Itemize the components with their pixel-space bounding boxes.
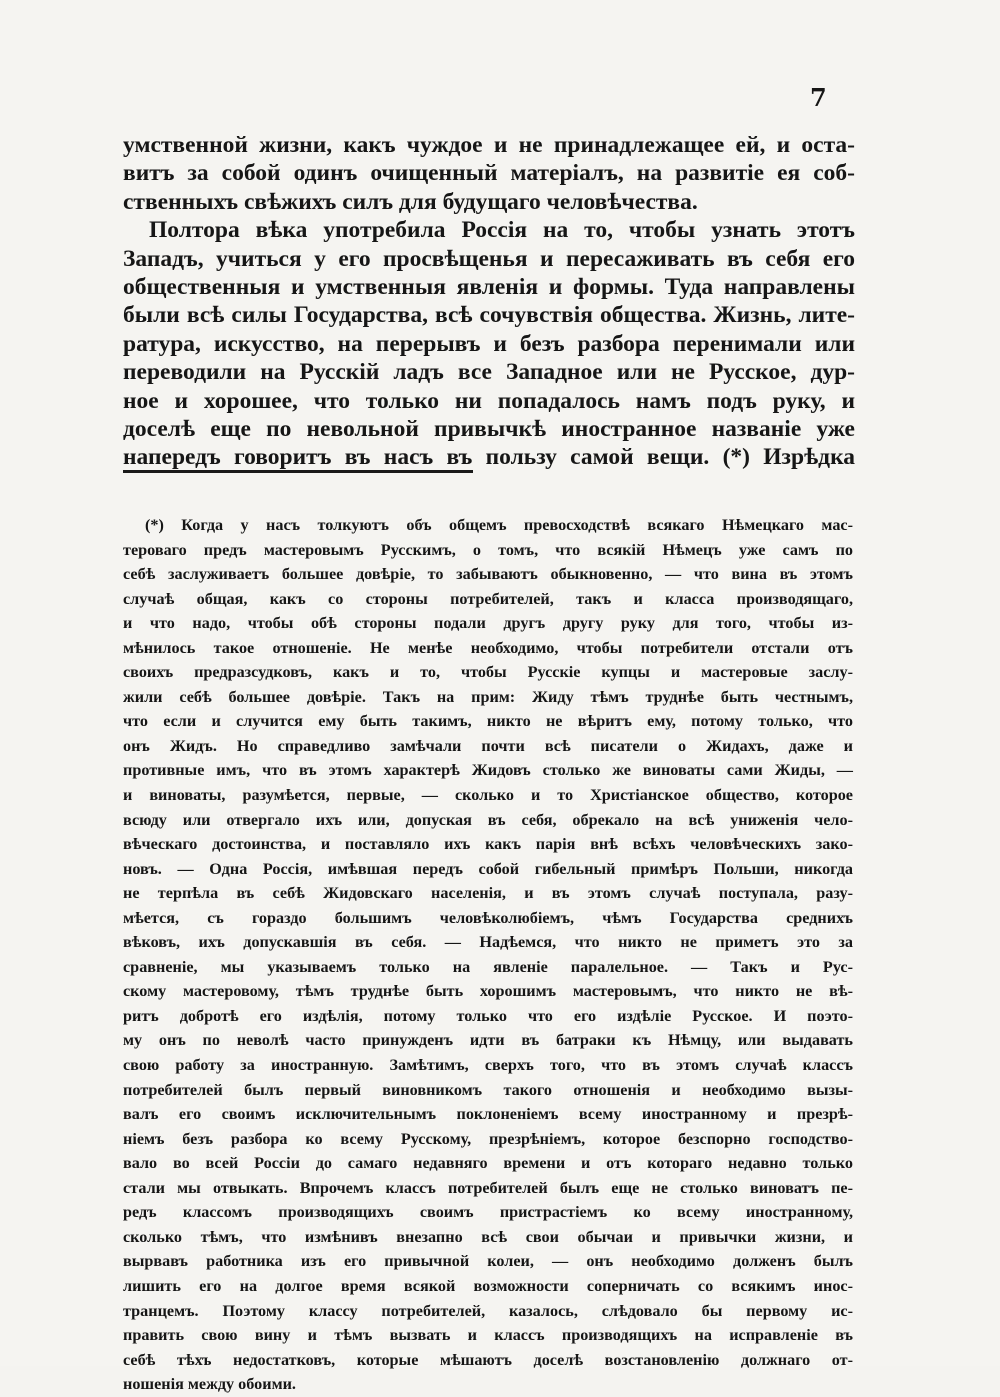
footnote-line: (*) Когда у насъ толкуютъ объ общемъ превосходствѣ всякаго Нѣмецкаго мас- [145,516,853,534]
main-text-line: ратура, искусство, на перерывъ и безъ разбора перенимали или [123,330,855,357]
footnote-line: скому мастеровому, тѣмъ труднѣе быть хорошимъ мастеровымъ, что никто не вѣ- [123,982,853,1001]
main-text-line: были всѣ силы Государства, всѣ сочувствія общества. Жизнь, лите- [123,302,855,329]
footnote-line: лишить его на долгое время всякой возможности соперничать со всякимъ инос- [123,1276,853,1295]
footnote-line: тероваго предъ мастеровымъ Русскимъ, о томъ, что всякій Нѣмецъ уже самъ по [123,540,853,559]
main-text-line: ное и хорошее, что только ни попадалось намъ подъ руку, и [123,387,855,414]
footnote-line: что если и случится ему быть такимъ, никто не вѣритъ ему, потому только, что [123,712,853,731]
footnote-line: онъ Жидъ. Но справедливо замѣчали почти всѣ писатели о Жидахъ, даже и [123,736,853,755]
footnote-line: ритъ добротѣ его издѣлія, потому только что его издѣліе Русское. И поэто- [123,1006,853,1025]
footnote-line: вѣковъ, ихъ допускавшія въ себя. — Надѣемся, что никто не приметъ это за [123,933,853,952]
main-text-line: ственныхъ свѣжихъ силъ для будущаго человѣчества. [123,188,698,215]
footnote-line: себѣ заслуживаетъ большее довѣріе, то забываютъ обыкновенно, — что вина въ этомъ [123,565,853,584]
footnote-line: вѣческаго достоинства, и поставляло ихъ какъ парія внѣ всѣхъ человѣческихъ зако- [123,835,853,854]
footnote-line: свою работу за иностранную. Замѣтимъ, сверхъ того, что въ этомъ случаѣ классъ [123,1056,853,1075]
footnote-line: вырвавъ работника изъ его привычной колеи, — онъ необходимо долженъ былъ [123,1252,853,1271]
footnote-line: случаѣ общая, какъ со стороны потребителей, такъ и класса производящаго, [123,589,853,608]
footnote-line: редъ классомъ производящихъ своимъ пристрастіемъ ко всему иностранному, [123,1203,853,1222]
footnote-line: ношенія между обоими. [123,1375,296,1394]
footnote-line: транцемъ. Поэтому классу потребителей, казалось, слѣдовало бы первому ис- [123,1301,853,1320]
footnote-line: стали мы отвыкать. Впрочемъ классъ потребителей былъ еще не столько виноватъ пе- [123,1178,853,1197]
footnote-line: и виноваты, разумѣется, первые, — сколько и то Христіанское общество, которое [123,786,853,805]
main-text-line: Западъ, учиться у его просвѣщенья и пересаживать въ себя его [123,245,855,272]
footnote-line: себѣ тѣхъ недостатковъ, которые мѣшаютъ доселѣ возстановленію должнаго от- [123,1350,853,1369]
footnote-line: и что надо, чтобы обѣ стороны подали другъ другу руку для того, чтобы из- [123,614,853,633]
footnote-line: валъ его своимъ исключительнымъ поклоненіемъ всему иностранному и презрѣ- [123,1105,853,1124]
footnote-line: му онъ по неволѣ часто принужденъ идти въ батраки къ Нѣмцу, или выдавать [123,1031,853,1050]
page-number: 7 [810,83,827,112]
main-text-line: переводили на Русскій ладъ все Западное или не Русское, дур- [123,359,855,386]
main-text-line: напередъ говоритъ въ насъ въ пользу самой вещи. (*) Изрѣдка [123,444,855,471]
footnote [123,513,853,1397]
footnote-line: сравненіе, мы указываемъ только на явленіе паралельное. — Такъ и Рус- [123,957,853,976]
footnote-line: новъ. — Одна Россія, имѣвшая передъ собой гибельный примѣръ Польши, никогда [123,859,853,878]
footnote-line: противные имъ, что въ этомъ характерѣ Жидовъ столько же виноваты сами Жиды, — [123,761,853,780]
main-text-line: Полтора вѣка употребила Россія на то, чтобы узнать этотъ [149,217,855,244]
footnote-line: мѣется, съ гораздо большимъ человѣколюбіемъ, чѣмъ Государства среднихъ [123,908,853,927]
footnote-line: своихъ предразсудковъ, какъ и то, чтобы Русскіе купцы и мастеровые заслу- [123,663,853,682]
footnote-line: править свою вину и тѣмъ вызвать и классъ производящихъ на исправленіе въ [123,1326,853,1345]
main-text-line: общественныя и умственныя явленія и формы. Туда направлены [123,273,855,300]
main-text-line: доселѣ еще по невольной привычкѣ иностранное названіе уже [123,415,855,442]
footnote-line: жили себѣ большее довѣріе. Такъ на прим: Жиду тѣмъ труднѣе быть честнымъ, [123,687,853,706]
footnote-line: потребителей былъ первый виновникомъ такого отношенія и необходимо вызы- [123,1080,853,1099]
footnote-line: вало во всей Россіи до самаго недавняго времени и отъ котораго недавно только [123,1154,853,1173]
footnote-line: мѣнилось такое отношеніе. Не менѣе необходимо, чтобы потребители отстали отъ [123,638,853,657]
footnote-separator [123,470,473,473]
main-text-line: витъ за собой одинъ очищенный матеріалъ, на развитіе ея соб- [123,160,855,187]
footnote-line: всюду или отвергало ихъ или, допуская въ себя, обрекало на всѣ униженія чело- [123,810,853,829]
footnote-line: не терпѣла въ себѣ Жидовскаго населенія, и въ этомъ случаѣ поступала, разу- [123,884,853,903]
footnote-line: ніемъ безъ разбора ко всему Русскому, презрѣніемъ, которое безспорно господство- [123,1129,853,1148]
main-text-line: умственной жизни, какъ чуждое и не принадлежащее ей, и оста- [123,132,855,158]
footnote-line: сколько тѣмъ, что измѣнивъ внезапно всѣ свои обычаи и привычки жизни, и [123,1227,853,1246]
main-text [123,131,855,472]
